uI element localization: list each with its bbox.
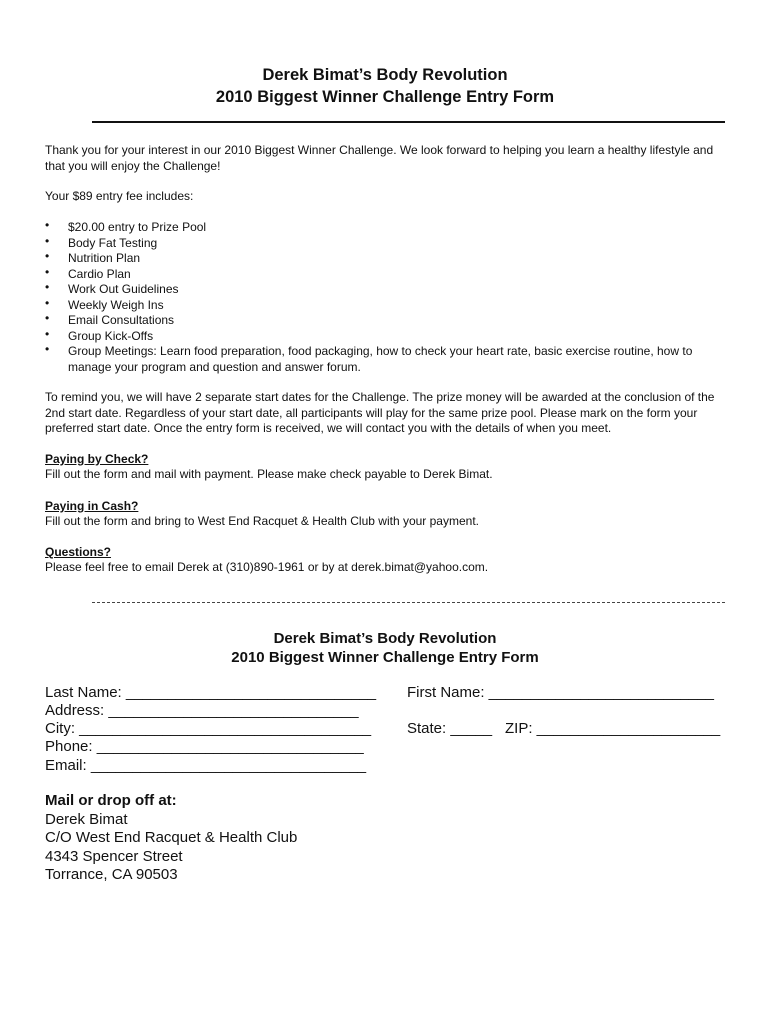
form-title: Derek Bimat’s Body Revolution	[273, 630, 497, 647]
bullet-icon: •	[45, 280, 50, 294]
form-subtitle: 2010 Biggest Winner Challenge Entry Form	[231, 649, 539, 666]
bullet-icon: •	[45, 218, 50, 232]
reminder-paragraph: To remind you, we will have 2 separate start dates for the Challenge. The prize money will be awarded at the conclusion of the 2nd start date. Regardless of your start date, all participants will play for the same prize pool. Please mark on the form your preferred start date. Once the entry form is received, we will contact you with the details of when you meet.	[45, 390, 715, 435]
list-item: • Group Kick-Offs	[45, 326, 154, 343]
city-field[interactable]: City: ___________________________________	[45, 720, 372, 737]
bullet-icon: •	[45, 326, 50, 341]
mail-heading: Mail or drop off at:	[45, 792, 177, 809]
cash-text: Fill out the form and bring to West End Racquet & Health Club with your payment.	[45, 514, 479, 528]
mail-address-block	[45, 792, 297, 885]
bullet-icon: •	[45, 342, 50, 356]
page-subtitle: 2010 Biggest Winner Challenge Entry Form	[215, 88, 555, 106]
page-title: Derek Bimat’s Body Revolution	[262, 66, 508, 84]
list-item: • $20.00 entry to Prize Pool	[45, 218, 207, 234]
email-field[interactable]: Email: _________________________________	[45, 757, 367, 774]
phone-field[interactable]: Phone: ________________________________	[45, 738, 364, 755]
mail-name: Derek Bimat	[45, 810, 128, 828]
address-field[interactable]: Address: ______________________________	[45, 702, 359, 719]
check-heading: Paying by Check?	[45, 452, 149, 466]
bullet-icon: •	[45, 249, 50, 263]
mail-city: Torrance, CA 90503	[45, 866, 178, 883]
list-item: • Work Out Guidelines	[45, 280, 179, 296]
list-item: • Nutrition Plan	[45, 249, 141, 265]
check-text: Fill out the form and mail with payment. Please make check payable to Derek Bimat.	[45, 467, 493, 481]
bullet-icon: •	[45, 311, 50, 325]
mail-street: 4343 Spencer Street	[45, 847, 183, 865]
questions-heading: Questions?	[45, 545, 112, 559]
includes-list	[45, 220, 735, 375]
list-item: • Body Fat Testing	[45, 233, 158, 250]
bullet-icon: •	[45, 295, 50, 310]
list-item: • Weekly Weigh Ins	[45, 295, 164, 312]
title-divider	[92, 121, 725, 123]
cash-heading: Paying in Cash?	[45, 499, 139, 513]
state-field[interactable]: State: _____	[407, 720, 493, 737]
list-item: • Group Meetings: Learn food preparation, food packaging, how to check your heart rate, basic exercise routine, how to manage your program and question and answer forum.	[45, 342, 693, 374]
fee-intro: Your $89 entry fee includes:	[45, 189, 194, 203]
last-name-field[interactable]: Last Name: ______________________________	[45, 684, 377, 701]
questions-text: Please feel free to email Derek at (310)890-1961 or by at derek.bimat@yahoo.com.	[45, 560, 489, 574]
intro-paragraph: Thank you for your interest in our 2010 Biggest Winner Challenge. We look forward to helping you learn a healthy lifestyle and that you will enjoy the Challenge!	[45, 143, 714, 173]
first-name-field[interactable]: First Name: ___________________________	[407, 684, 714, 701]
list-item: • Email Consultations	[45, 311, 175, 327]
mail-care-of: C/O West End Racquet & Health Club	[45, 829, 298, 846]
bullet-icon: •	[45, 264, 50, 279]
zip-field[interactable]: ZIP: ______________________	[505, 720, 721, 737]
bullet-icon: •	[45, 233, 50, 248]
cut-line	[92, 602, 725, 603]
list-item: • Cardio Plan	[45, 264, 131, 281]
